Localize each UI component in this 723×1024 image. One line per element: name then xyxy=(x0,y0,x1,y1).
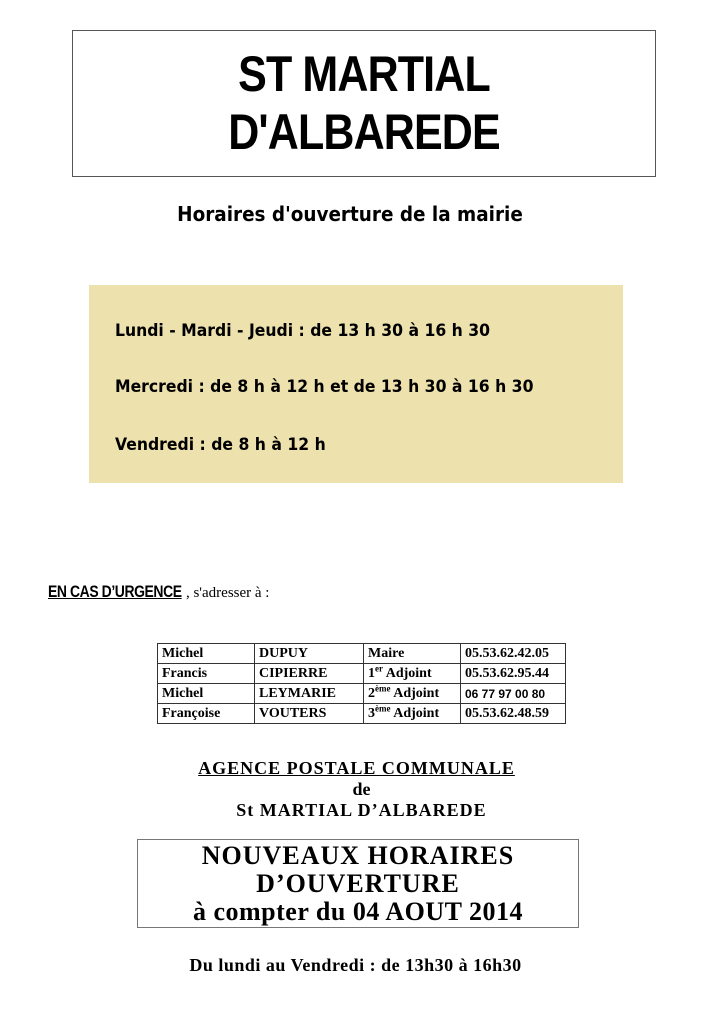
nouveaux-horaires-box xyxy=(137,839,579,928)
contact-last-name: LEYMARIE xyxy=(255,684,364,704)
agence-hours: Du lundi au Vendredi : de 13h30 à 16h30 xyxy=(189,955,522,975)
contact-first-name: Michel xyxy=(158,644,255,664)
contact-role: 2ème Adjoint xyxy=(364,684,461,704)
urgence-text: , s'adresser à : xyxy=(185,585,270,601)
contact-phone: 05.53.62.48.59 xyxy=(461,704,566,724)
contact-phone: 05.53.62.42.05 xyxy=(461,644,566,664)
title-box xyxy=(72,30,656,177)
table-row xyxy=(158,664,566,684)
agence-de: de xyxy=(352,779,371,799)
mairie-hours-heading: Horaires d'ouverture de la mairie xyxy=(177,202,523,226)
contact-last-name: CIPIERRE xyxy=(255,664,364,684)
contact-last-name: VOUTERS xyxy=(255,704,364,724)
contact-last-name: DUPUY xyxy=(255,644,364,664)
table-row xyxy=(158,704,566,724)
contact-first-name: Michel xyxy=(158,684,255,704)
contact-phone: 06 77 97 00 80 xyxy=(461,684,566,704)
agence-title: AGENCE POSTALE COMMUNALE xyxy=(198,758,515,778)
mairie-hours-box xyxy=(89,285,623,483)
urgence-label: EN CAS D’URGENCE xyxy=(48,582,182,601)
hours-line-lundi: Lundi - Mardi - Jeudi : de 13 h 30 à 16 h 30 xyxy=(115,321,491,341)
urgence-notice xyxy=(48,582,269,602)
contact-role: 3ème Adjoint xyxy=(364,704,461,724)
nouveaux-line3: à compter du 04 AOUT 2014 xyxy=(192,897,524,926)
nouveaux-line1: NOUVEAUX HORAIRES xyxy=(201,841,515,870)
contact-first-name: Françoise xyxy=(158,704,255,724)
contacts-table xyxy=(157,643,566,724)
contact-role: Maire xyxy=(364,644,461,664)
contact-phone: 05.53.62.95.44 xyxy=(461,664,566,684)
agence-commune: St MARTIAL D’ALBAREDE xyxy=(236,800,487,820)
contact-role: 1er Adjoint xyxy=(364,664,461,684)
hours-line-mercredi: Mercredi : de 8 h à 12 h et de 13 h 30 à 16 h 30 xyxy=(115,377,534,397)
page-title-line1: ST MARTIAL xyxy=(238,46,490,102)
table-row xyxy=(158,644,566,664)
hours-line-vendredi: Vendredi : de 8 h à 12 h xyxy=(115,435,326,455)
contact-first-name: Francis xyxy=(158,664,255,684)
nouveaux-line2: D’OUVERTURE xyxy=(256,869,460,898)
page-title-line2: D'ALBAREDE xyxy=(228,104,500,160)
table-row xyxy=(158,684,566,704)
